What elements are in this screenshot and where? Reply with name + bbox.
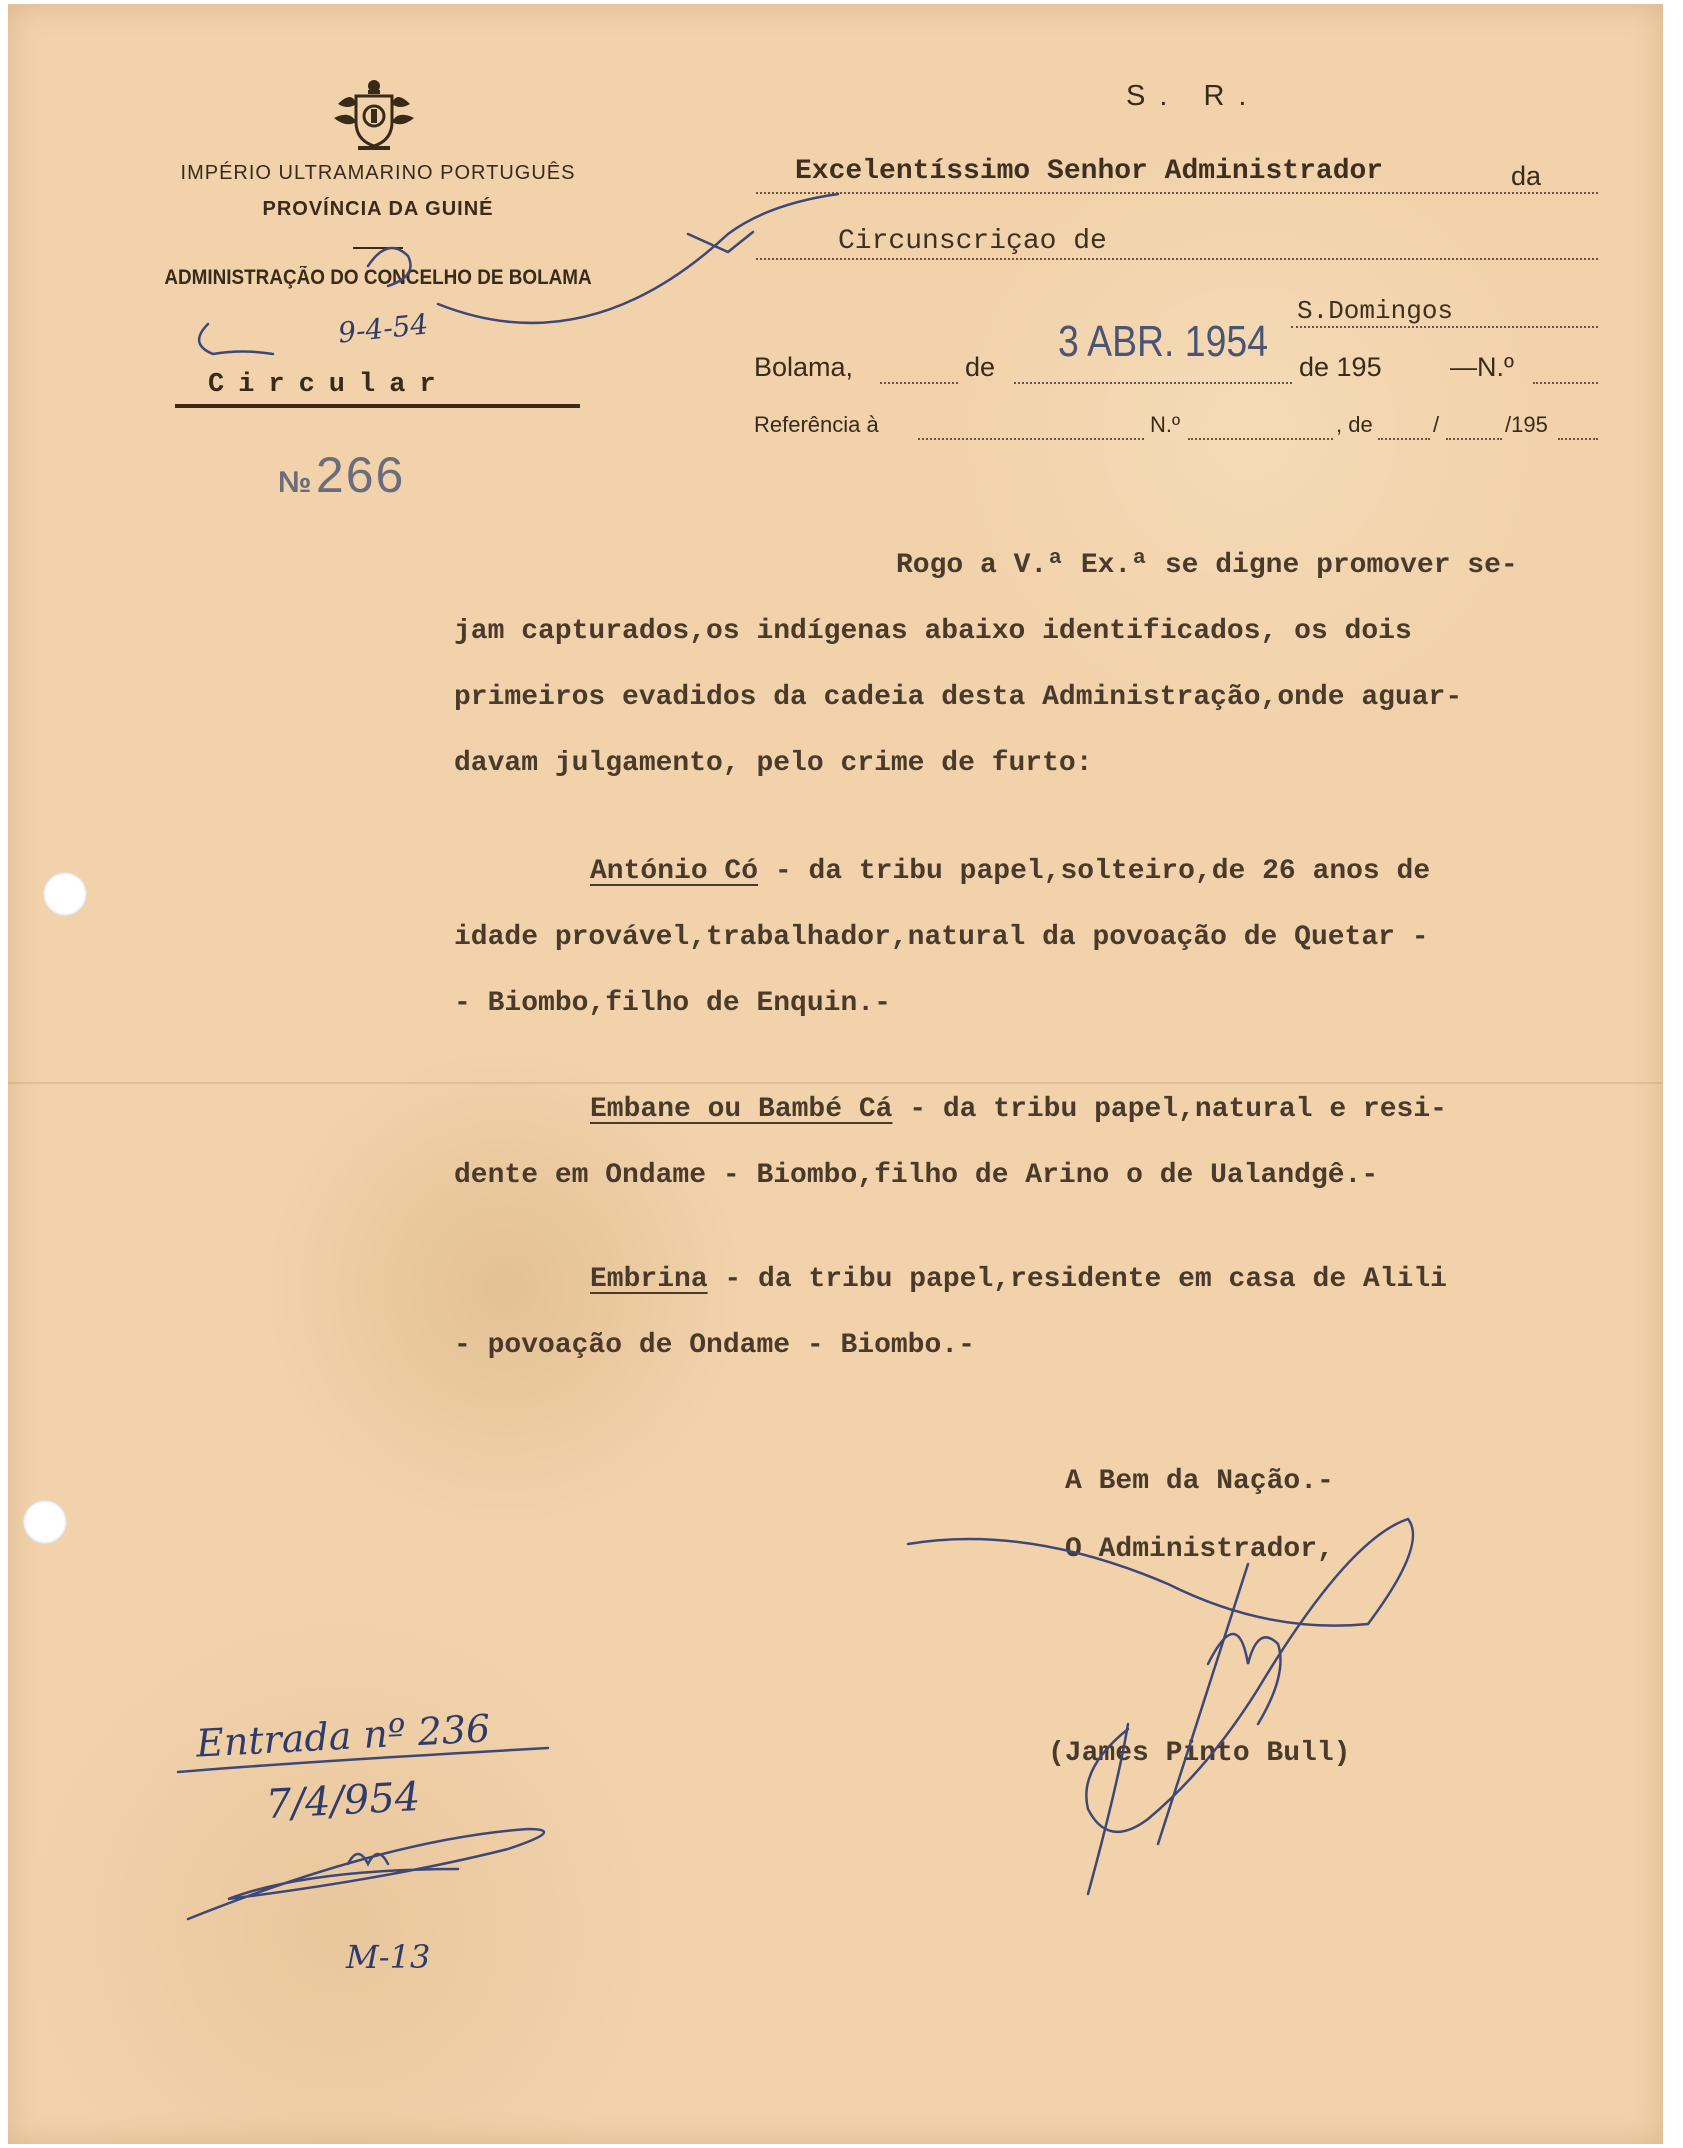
- letterhead-province: PROVÍNCIA DA GUINÉ: [262, 198, 494, 220]
- signatory-name: (James Pinto Bull): [1048, 1738, 1351, 1769]
- year-label: de 195: [1299, 352, 1382, 382]
- person-1-line: - Biombo,filho de Enquin.-: [454, 988, 891, 1019]
- file-code-handwritten: M-13: [346, 1938, 431, 1976]
- salutation: Excelentíssimo Senhor Administrador: [795, 156, 1384, 187]
- pen-strokes: [8, 4, 1663, 2144]
- document-type: Circular: [208, 370, 450, 400]
- person-3-name: Embrina: [590, 1264, 708, 1295]
- person-1-name: António Có: [590, 856, 759, 887]
- entry-initials: [188, 1829, 544, 1919]
- sr-mark: S. R.: [1126, 80, 1261, 112]
- circunscricao-label: Circunscriçao de: [838, 226, 1107, 257]
- signature-slash-1: [1158, 1564, 1248, 1844]
- header-flourish: [368, 248, 411, 286]
- header-long-stroke: [438, 194, 838, 323]
- closing-salute: A Bem da Nação.-: [1065, 1466, 1334, 1497]
- date-stamp: 3 ABR. 1954: [1058, 317, 1269, 366]
- reference-year: /195: [1505, 412, 1548, 437]
- body-line: davam julgamento, pelo crime de furto:: [454, 748, 1093, 779]
- destination-place: S.Domingos: [1297, 296, 1454, 326]
- de-label: de: [965, 352, 996, 382]
- letterhead-administration: ADMINISTRAÇÃO DO CONCELHO DE BOLAMA: [164, 266, 592, 289]
- number-label: —N.º: [1450, 352, 1514, 382]
- signature-slash-2: [1088, 1724, 1128, 1894]
- reference-label: Referência à: [754, 412, 879, 437]
- person-1-details: - da tribu papel,solteiro,de 26 anos de: [758, 856, 1431, 887]
- salutation-da: da: [1511, 161, 1542, 191]
- header-note-handwritten: 9-4-54: [336, 307, 430, 350]
- person-2-details: - da tribu papel,natural e resi-: [892, 1094, 1447, 1125]
- city-label: Bolama,: [754, 352, 854, 382]
- signature-loop: [908, 1519, 1413, 1832]
- entry-underline: [178, 1748, 548, 1772]
- person-2-line: dente em Ondame - Biombo,filho de Arino o de Ualandgê.-: [454, 1160, 1379, 1191]
- reference-slash: /: [1433, 412, 1440, 437]
- person-2-name: Embane ou Bambé Cá: [590, 1094, 893, 1125]
- body-line: primeiros evadidos da cadeia desta Administração,onde aguar-: [454, 682, 1463, 713]
- person-3-line: - povoação de Ondame - Biombo.-: [454, 1330, 975, 1361]
- reference-number-label: N.º: [1150, 412, 1181, 437]
- person-3-details: - da tribu papel,residente em casa de Alili: [707, 1264, 1447, 1295]
- body-line: Rogo a V.ª Ex.ª se digne promover se-: [896, 550, 1518, 581]
- closing-title: O Administrador,: [1065, 1534, 1334, 1565]
- reference-de-label: , de: [1336, 412, 1373, 437]
- number-symbol: №: [278, 466, 312, 499]
- entry-date-handwritten: 7/4/954: [264, 1773, 422, 1829]
- body-line: jam capturados,os indígenas abaixo identificados, os dois: [454, 616, 1412, 647]
- letterhead-empire: IMPÉRIO ULTRAMARINO PORTUGUÊS: [180, 162, 576, 184]
- document-page: [8, 4, 1663, 2144]
- entry-number-handwritten: Entrada nº 236: [195, 1706, 492, 1766]
- circular-number: 266: [315, 447, 406, 503]
- person-1-line: idade provável,trabalhador,natural da povoação de Quetar -: [454, 922, 1429, 953]
- header-initial-mark: [199, 324, 273, 354]
